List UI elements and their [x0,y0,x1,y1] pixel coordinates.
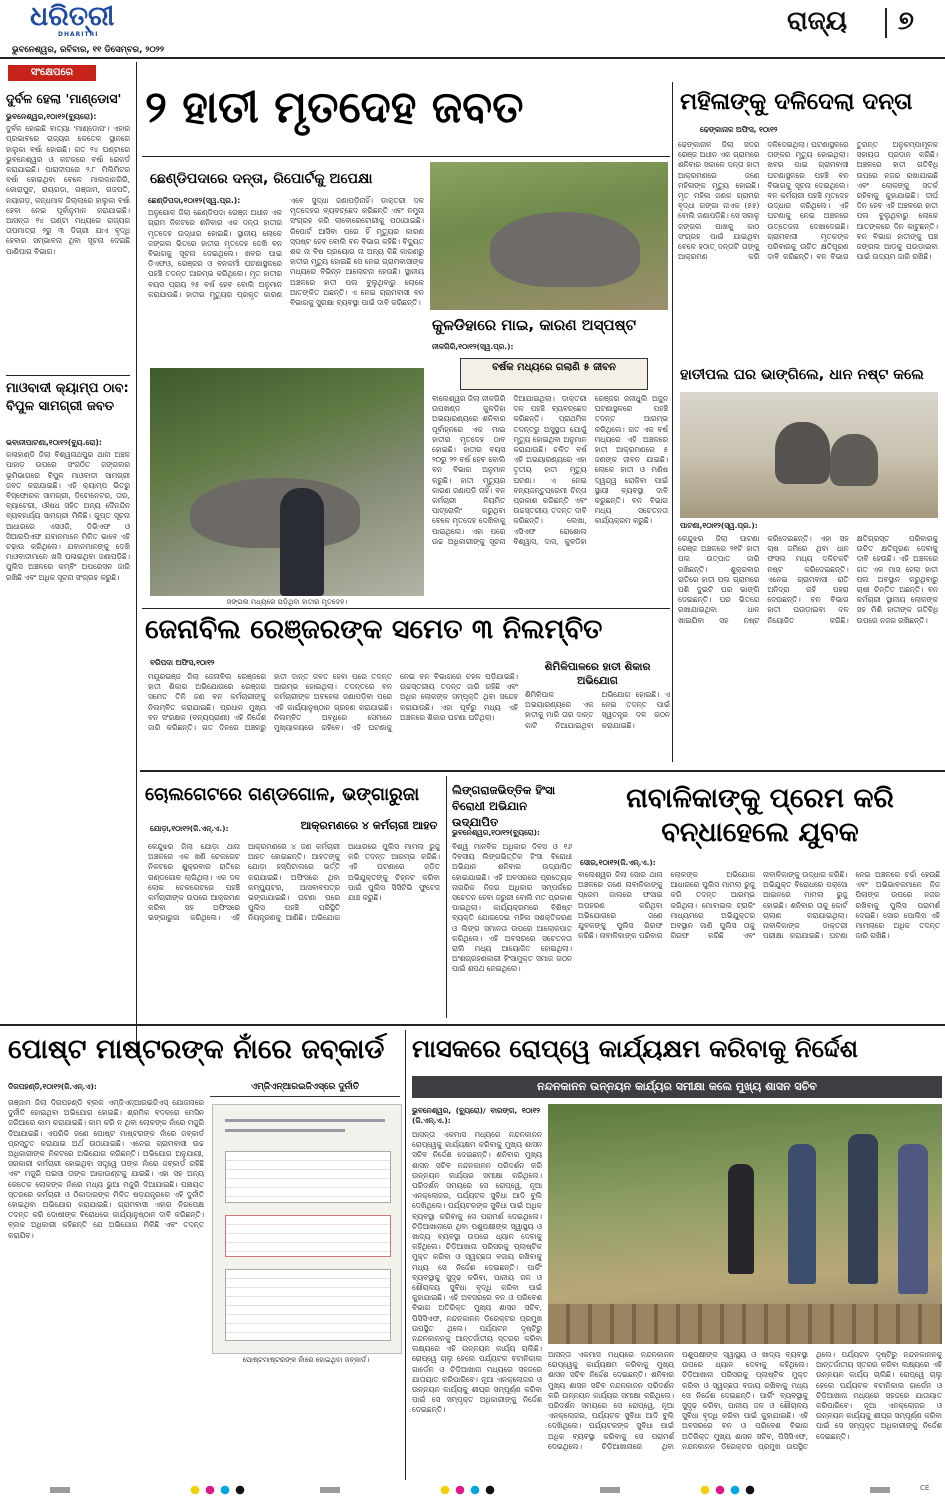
elephant-herd-photo [680,392,938,518]
lingaraj-dateline: ଭୁବନେଶ୍ୱର,୧୦ା୧୨(ବ୍ୟୁରୋ): [452,828,540,837]
colgate-vertical-rule [446,776,447,1018]
lead-headline-rule [142,156,670,157]
doc-table-2 [225,1215,391,1257]
official-figure-4 [898,1144,928,1294]
sidebar-story1-headline: ଦୁର୍ବଳ ହେଲା 'ମାଣ୍ଡୋସ' [6,91,122,106]
masthead-logo: ଧରିତ୍ରୀ [30,1,115,32]
footer-bar-2 [320,1487,340,1493]
suspend-box-text: ଶିମିଳିପାଳ ଅଭୟାରଣ୍ୟରେ ଏକ ହାତୀକୁ ମାରି ତାର ଦାନ୍ତ କାଟି ନିଆଯାଇଥିବା ଅଭିଯୋଗ ହୋଇଛି। ଏ ନେଇ ତଦନ୍ତ ପାଇଁ ସ୍ୱତନ୍ତ୍ର ଦଳ ଗଠନ କରାଯାଇଛି। [525,690,670,730]
lead-story2-subhead: କୁଳଡିହାରେ ମାଇ, କାରଣ ଅସ୍ପଷ୍ଟ [432,316,637,334]
elephant-standing-1 [775,422,830,484]
ropeway-headline: ମାସକରେ ରୋପ୍‌ୱେ କାର୍ଯ୍ୟକ୍ଷମ କରିବାକୁ ନିର୍ଦ୍ଦେଶ [412,1034,858,1063]
elephant-right-body [678,140,938,356]
lower-horizontal-rule [0,1024,945,1026]
sidebar-story2-body [6,438,130,1098]
doc-line-2 [225,1129,345,1132]
colgate-text: କେନ୍ଦୁଝର ଜିଲା ଯୋଡ଼ା ଥାନା ଅଞ୍ଚଳରେ ଏକ ଖଣି ଚେକଗେଟ ନିକଟରେ ଶୁକ୍ରବାର ରାତିରେ ଗଣ୍ଡଗୋଳ ଲାଗିଥିଲା। ଏକ ଦଳ ଲୋକ ଚେକଗେଟରେ ପହଞ୍ଚି କର୍ମଚାରୀଙ୍କ ଉପରେ ଆକ୍ରମଣ କରିବା ସହ ଅଫିସରେ ଭଙ୍ଗାରୁଜା କରିଥିଲେ। ଏହି ଆକ୍ରମଣରେ ୪ ଜଣ କର୍ମଚାରୀ ଆହତ ହୋଇଛନ୍ତି। ଆହତଙ୍କୁ ଯୋଡ଼ା ହସ୍ପିଟାଲରେ ଭର୍ତ୍ତି କରାଯାଇଛି। ଅଫିସରେ ଥିବା କମ୍ପ୍ୟୁଟର, ଆସବାବପତ୍ର ଭଙ୍ଗାଯାଇଛି। ଘଟଣା ପରେ ପୁଲିସ ପହଞ୍ଚି ପରିସ୍ଥିତି ନିୟନ୍ତ୍ରଣକୁ ଆଣିଛି। ଅଭିଯୋଗ ଆଧାରରେ ପୁଲିସ ମାମଲା ରୁଜୁ କରି ତଦନ୍ତ ଆରମ୍ଭ କରିଛି। ଏହି ଘଟଣାରେ ଜଡ଼ିତ ଅଭିଯୁକ୍ତଙ୍କୁ ଚିହ୍ନଟ କରିବା ପାଇଁ ପୁଲିସ ସିସିଟିଭି ଫୁଟେଜ ଯାଞ୍ଚ କରୁଛି। [148,842,440,923]
elephant-right-story2-body [678,534,938,764]
lead-headline: ୨ ହାତୀ ମୃତଦେହ ଜବତ [145,82,524,133]
ropeway-text-cont: ଆସନ୍ତା ଏକମାସ ମଧ୍ୟରେ ନନ୍ଦନକାନନ ରୋପ୍‌ୱେକୁ କାର୍ଯ୍ୟକ୍ଷମ କରିବାକୁ ମୁଖ୍ୟ ଶାସନ ସଚିବ ନିର୍ଦ୍ଦେଶ ଦେଇଛନ୍ତି। ଶନିବାର ମୁଖ୍ୟ ଶାସନ ସଚିବ ନନ୍ଦନକାନନ ପରିଦର୍ଶନ କରି ଉନ୍ନୟନ କାର୍ଯ୍ୟର ସମୀକ୍ଷା କରିଥିଲେ। ପରିଦର୍ଶନ ସମୟରେ ସେ ରୋପ୍‌ୱେ, ନୂଆ ଏନକ୍ଲୋଜର, ପର୍ଯ୍ୟଟକ ସୁବିଧା ଆଦି ବୁଲି ଦେଖିଥିଲେ। ପର୍ଯ୍ୟଟକଙ୍କ ସୁବିଧା ପାଇଁ ଅଧିକ ବ୍ୟବସ୍ଥା କରିବାକୁ ସେ ପରାମର୍ଶ ଦେଇଥିଲେ। ଚିଡ଼ିଆଖାନାରେ ଥିବା ପଶୁପକ୍ଷୀଙ୍କ ସ୍ୱାସ୍ଥ୍ୟ ଓ ଖାଦ୍ୟ ବ୍ୟବସ୍ଥା ଉପରେ ଧ୍ୟାନ ଦେବାକୁ କହିଥିଲେ। ଚିଡ଼ିଆଖାନା ପରିସରକୁ ପ୍ଲାଷ୍ଟିକ ମୁକ୍ତ କରିବା ଓ ସ୍ୱଚ୍ଛତା ବଜାୟ ରଖିବାକୁ ମଧ୍ୟ ସେ ନିର୍ଦ୍ଦେଶ ଦେଇଛନ୍ତି। ପାର୍କିଂ ବ୍ୟବସ୍ଥାକୁ ସୁଦୃଢ଼ କରିବା, ପାନୀୟ ଜଳ ଓ ଶୌଚାଳୟ ସୁବିଧା ବୃଦ୍ଧି କରିବା ପାଇଁ କୁହାଯାଇଛି। ଏହି ଅବସରରେ ବନ ଓ ପରିବେଶ ବିଭାଗ ଅତିରିକ୍ତ ମୁଖ୍ୟ ଶାସନ ସଚିବ, ପିସିସିଏଫ, ନନ୍ଦନକାନନ ଡିରେକ୍ଟର ପ୍ରମୁଖ ଉପସ୍ଥିତ ଥିଲେ। ପର୍ଯ୍ୟଟନ ଦୃଷ୍ଟିରୁ ନନ୍ଦନକାନନକୁ ଆନ୍ତର୍ଜାତୀୟ ସ୍ତରର କରିବା ଲକ୍ଷ୍ୟରେ ଏହି ଉନ୍ନୟନ କାର୍ଯ୍ୟ ଚାଲିଛି। ରୋପ୍‌ୱେ ଚାଲୁ ହେଲେ ପର୍ଯ୍ୟଟକ ବଟାନିକାଲ ଗାର୍ଡେନ ଓ ଚିଡ଼ିଆଖାନା ମଧ୍ୟରେ ସହଜରେ ଯାତାୟାତ କରିପାରିବେ। ନୂଆ ଏନକ୍ଲୋଜର ଓ ଉନ୍ନୟନ କାର୍ଯ୍ୟକୁ ଶୀଘ୍ର ସମ୍ପୂର୍ଣ୍ଣ କରିବା ପାଇଁ ସେ ସମ୍ପୃକ୍ତ ଅଧିକାରୀଙ୍କୁ ନିର୍ଦ୍ଦେଶ ଦେଇଛନ୍ତି। [548,1350,942,1451]
footer-bar-4 [870,1487,890,1493]
dateline-text: ଭୁବନେଶ୍ୱର, ରବିବାର, ୧୧ ଡିସେମ୍ବର, ୨୦୨୨ [12,45,165,55]
lead-box-body: ଲେଖା, ଏସିଏଫ ରୋଶୋଲ ବିଶ୍ୱାସ, ଦାସ, କୁଳଡିହା ରେଞ୍ଜର ଜନୀଧୁଲି ଅଜୁନ ଘଟଣାସ୍ଥଳରେ ପହଞ୍ଚି ତଦନ୍ତ ଆରମ୍ଭ କରିଥିଲେ। ଗତ ଏକ ବର୍ଷ ମଧ୍ୟରେ ଏହି ଅଞ୍ଚଳରେ ହାତୀ ଆକ୍ରମଣରେ ୫ ଜଣଙ୍କ ଜୀବନ ଯାଇଛି। ଲୋକେ ହାତୀ ଓ ମଣିଷ ଦ୍ୱନ୍ଦ୍ୱ ରୋକିବା ପାଇଁ ସ୍ଥାୟୀ ବ୍ୟବସ୍ଥା ଦାବି କରୁଛନ୍ତି। ବନ ବିଭାଗ ମଧ୍ୟ ସଚେତନତା କାର୍ଯ୍ୟକ୍ରମ କରୁଛି। [513,394,668,546]
post-dateline: ଦିଗପହଣ୍ଡି,୧୦ା୧୨(ଜି.ଏନ୍.ଏ): [8,1082,97,1091]
suspend-body [148,672,518,764]
footer-registration-marks-1 [190,1485,250,1495]
masthead-logo-sub: DHARITRI [58,31,99,38]
footer-strip [0,1482,945,1498]
sidebar-story1-text: ଦୁର୍ବଳ ହୋଇଛି ବାତ୍ୟା 'ମାଣ୍ଡୋସ'। ଏହାର ପ୍ରଭାବରେ ରାଜ୍ୟର କେତେକ ସ୍ଥାନରେ ହାଲୁକା ବର୍ଷା ହୋଇଛି। ଗତ ୨୪ ଘଣ୍ଟାରେ ଭୁବନେଶ୍ୱର ଓ କଟକରେ ବର୍ଷା ରେକର୍ଡ କରାଯାଇଛି। ପାରାଦୀପରେ ୨.୮ ମିଲିମିଟର ବର୍ଷା ହୋଇଥିବା ବେଳେ ମାଲକାନଗିରି, କୋରାପୁଟ, ରାୟଗଡ଼ା, ଗଞ୍ଜାମ, ଗଜପତି, ନୟାଗଡ଼, କନ୍ଧମାଳ ଜିଲ୍ଲାରେ ହାଲୁକା ବର୍ଷା ହେବା ନେଇ ପୂର୍ବାନୁମାନ କରାଯାଇଛି। ଆସନ୍ତା ୨୪ ଘଣ୍ଟା ମଧ୍ୟରେ ରାଜ୍ୟର ତାପମାତ୍ରା ୨ରୁ ୩ ଡିଗ୍ରୀ ଯାଏ ବୃଦ୍ଧି ହେବାର ସମ୍ଭାବନା ଥିବା ସୂଚନା ଦେଇଛି ପାଣିପାଗ ବିଭାଗ। [6,124,130,256]
sidebar-story2-dateline: ଭବାନୀପାଟଣା,୧୦ା୧୨(ବ୍ୟୁ.ରୋ): [6,438,102,447]
ropeway-body-col1 [412,1130,542,1480]
lead-story1-dateline: ଛେଣ୍ଡିପଦା,୧୦ା୧୨(ସ୍ୱ.ପ୍ର.): [148,196,241,205]
footer-bar-3 [600,1487,620,1493]
lingaraj-headline: ଲିଙ୍ଗରାଜଭିତ୍ତିକ ହିଂସା ବିରୋଧୀ ଅଭିଯାନ ଉଦ୍ଯାପିତ [452,783,556,829]
lead-story2-dateline: ନୀଳଗିରି,୧୦ା୧୨(ସ୍ୱ.ପ୍ର.): [432,342,514,351]
colgate-body [148,842,440,1018]
footer-bar-1 [50,1487,70,1493]
ropeway-subhead-bar [412,1076,942,1098]
nabalika-body [578,870,940,1018]
official-figure-1 [728,1164,754,1274]
lead-vertical-rule [672,82,673,762]
post-headline: ପୋଷ୍ଟ ମାଷ୍ଟରଙ୍କ ନାଁରେ ଜବ୍‌କାର୍ଡ [8,1034,385,1065]
doc-line-1 [225,1119,385,1122]
official-figure-3 [848,1134,878,1284]
nabalika-dateline: ସୋର,୧୦ା୧୨(ଜି.ଏନ୍.ଏ.): [580,858,656,867]
lingaraj-text: ବିଶ୍ୱ ମାନବିକ ଅଧିକାର ଦିବସ ଓ ୧୬ ଦିବସୀୟ ଲିଙ୍ଗଭିତ୍ତିକ ହିଂସା ବିରୋଧୀ ଅଭିଯାନ ଶନିବାର ଉଦ୍ଯାପିତ ହୋଇଯାଇଛି। ଏହି ଅବସରରେ ପ୍ରତ୍ୟେକ ନାଗରିକ ନିଜର ଅଧିକାର ସମ୍ପର୍କରେ ସଚେତନ ହେବା ଜରୁରୀ ବୋଲି ମତ ପ୍ରକାଶ ପାଇଥିଲା। କାର୍ଯ୍ୟକ୍ରମରେ ବିଶିଷ୍ଟ ବ୍ୟକ୍ତି ଯୋଗଦେଇ ମହିଳା ସଶକ୍ତିକରଣ ଓ ଲିଙ୍ଗ ସମାନତା ଉପରେ ଆଲୋକପାତ କରିଥିଲେ। ଏହି ଅବସରରେ ସଚେତନତା ରାଲି ମଧ୍ୟ ଆୟୋଜିତ ହୋଇଥିଲା। ଅଂଶଗ୍ରହଣକାରୀ ହିଂସାମୁକ୍ତ ସମାଜ ଗଠନ ପାଇଁ ଶପଥ ନେଇଥିଲେ। [452,842,572,974]
post-vertical-rule [405,1030,406,1480]
colgate-box-headline: ଆକ୍ରମଣରେ ୪ କର୍ମଚାରୀ ଆହତ [300,819,438,832]
dateline-bar [0,44,945,58]
elephant-body-shape [190,478,360,548]
post-document-image [212,1104,402,1354]
mid-horizontal-rule [140,770,945,772]
post-tag: ଏମ୍‌ଜିଏନ୍‌ଆରଇଜିଏସ୍‌ରେ ଦୁର୍ନୀତି [210,1080,400,1097]
suspend-box-body [525,690,670,762]
lingaraj-body [452,842,572,1018]
lead-story1-text: ଅନୁଗୋଳ ଜିଲା ଛେଣ୍ଡିପଦା ରେଞ୍ଜ ଅଧୀନ ଏକ ଗ୍ରାମ ନିକଟରେ ଶନିବାର ଏକ ଦନ୍ତା ହାତୀର ମୃତଦେହ ଉଦ୍ଧାର ହୋଇଛି। ସ୍ଥାନୀୟ ଲୋକେ ଜଙ୍ଗଲ ଭିତରେ ହାତୀର ମୃତଦେହ ଦେଖି ବନ ବିଭାଗକୁ ସୂଚନା ଦେଇଥିଲେ। ଖବର ପାଇ ଡିଏଫଓ, ରେଞ୍ଜର ଓ ବନକର୍ମୀ ଘଟଣାସ୍ଥଳରେ ପହଞ୍ଚି ତଦନ୍ତ ଆରମ୍ଭ କରିଥିଲେ। ମୃତ ହାତୀର ବୟସ ପ୍ରାୟ ୨୫ ବର୍ଷ ହେବ ବୋଲି ଅନୁମାନ କରାଯାଉଛି। ହାତୀର ମୃତ୍ୟୁର ପ୍ରକୃତ କାରଣ ଏବେ ସୁଦ୍ଧା ଜଣାପଡ଼ିନାହିଁ। ଡାକ୍ତରୀ ଦଳ ମୃତଦେହର ବ୍ୟବଚ୍ଛେଦ କରିଛନ୍ତି ଏବଂ ନମୁନା ସଂଗ୍ରହ କରି ଲାବୋରେଟୋରୀକୁ ପଠାଯାଇଛି। ରିପୋର୍ଟ ଆସିବା ପରେ ହିଁ ମୃତ୍ୟୁର କାରଣ ସ୍ପଷ୍ଟ ହେବ ବୋଲି ବନ ବିଭାଗ କହିଛି। ବିଦ୍ୟୁତ ଶକ ନା ବିଷ ପ୍ରୟୋଗ ନା ଅନ୍ୟ କିଛି କାରଣରୁ ହାତୀର ମୃତ୍ୟୁ ହୋଇଛି ସେ ନେଇ ଗ୍ରାମବାସୀଙ୍କ ମଧ୍ୟରେ ବିଭିନ୍ନ ଆଲୋଚନା ହେଉଛି। ସ୍ଥାନୀୟ ଅଞ୍ଚଳରେ ହାତୀ ପଲ ବୁଲୁଥିବାରୁ ଲୋକେ ଆତଙ୍କିତ ଅଛନ୍ତି। ଏ ନେଇ ଗ୍ରାମବାସୀ ବନ ବିଭାଗକୁ ସୁରକ୍ଷା ବ୍ୟବସ୍ଥା ପାଇଁ ଦାବି କରିଛନ୍ତି। [148,196,424,308]
colgate-headline: ଚୋଲଗେଟରେ ଗଣ୍ଡଗୋଳ, ଭଙ୍ଗାରୁଜା [145,784,420,805]
footer-code: CE [920,1484,930,1492]
lead-story2-body [432,394,668,604]
elephant-lying-shape [490,212,640,287]
lead-box [460,358,648,390]
footer-registration-marks-2 [440,1485,500,1495]
dateline-underline [0,57,945,59]
lead-story1-subhead: ଛେଣ୍ଡିପଦାରେ ଦନ୍ତା, ରିପୋର୍ଟକୁ ଅପେକ୍ଷା [150,171,373,187]
ropeway-subhead: ନନ୍ଦନକାନନ ଉନ୍ନୟନ କାର୍ଯ୍ୟର ସମୀକ୍ଷା କଲେ ମୁଖ୍ୟ ଶାସନ ସଚିବ [537,1080,817,1093]
masthead [0,0,945,46]
lead-photo-elephant-carcass [150,368,424,596]
doc-table-1 [225,1151,391,1203]
elephant-standing-2 [830,434,878,486]
masthead-section: ରାଜ୍ୟ [787,6,848,36]
person-figure [280,488,324,596]
elephant-right-story2-headline: ହାତୀପଲ ଘର ଭାଙ୍ଗିଲେ, ଧାନ ନଷ୍ଟ କଲେ [680,367,924,383]
nabalika-headline: ନାବାଳିକାଙ୍କୁ ପ୍ରେମ କରି ବନ୍ଧାହେଲେ ଯୁବକ [626,783,894,848]
official-figure-2 [788,1144,816,1284]
masthead-divider [885,8,887,38]
doc-table-3 [225,1269,391,1341]
elephant-right-headline: ମହିଳାଙ୍କୁ ଦଳିଦେଲା ଦନ୍ତା [680,89,913,115]
lead-story2-text: ବାଲେଶ୍ୱର ଜିଲା ନୀଳଗିରି ଉପଖଣ୍ଡ କୁଳଡିହା ଅଭୟାରଣ୍ୟରେ ଶନିବାର ପୂର୍ବାହ୍ନରେ ଏକ ମାଇ ହାତୀର ମୃତଦେହ ଠାବ ହୋଇଛି। ହାତୀର ବୟସ ୨୦ରୁ ୨୨ ବର୍ଷ ହେବ ବୋଲି ବନ ବିଭାଗ ଅନୁମାନ କରୁଛି। ହାତୀ ମୃତ୍ୟୁର କାରଣ ଜଣାପଡ଼ି ନାହିଁ। ବନ କର୍ମଚାରୀ ନିୟମିତ ପାଟ୍ରୋଲିଂ କରୁଥିବା ବେଳେ ମୃତଦେହ ଦେଖିବାକୁ ପାଇଥିଲେ। ଏହା ପରେ ଉଚ୍ଚ ଅଧିକାରୀଙ୍କୁ ସୂଚନା ଦିଆଯାଇଥିଲା। ଡାକ୍ତରୀ ଦଳ ପହଞ୍ଚି ବ୍ୟବଚ୍ଛେଦ କରିଛନ୍ତି। ପ୍ରାଥମିକ ତଦନ୍ତରୁ ଅସୁସ୍ଥତା ଯୋଗୁଁ ମୃତ୍ୟୁ ହୋଇଥିବା ଅନୁମାନ କରାଯାଉଛି। ଚଳିତ ବର୍ଷ ଏହି ଅଭୟାରଣ୍ୟରେ ଏହା ତୃତୀୟ ହାତୀ ମୃତ୍ୟୁ ଘଟଣା। ଏ ନେଇ ବନ୍ୟଜନ୍ତୁପ୍ରେମୀ ଚିନ୍ତା ପ୍ରକାଶ କରିଛନ୍ତି ଏବଂ ଉଚ୍ଚସ୍ତରୀୟ ତଦନ୍ତ ଦାବି କରିଛନ୍ତି। [432,394,587,546]
footer-registration-marks-3 [700,1485,760,1495]
sidebar-story1-body [6,112,130,370]
sidebar-vertical-rule [136,62,137,1052]
fence-shape [548,1304,942,1344]
elephant-right-story2-text: କେନ୍ଦୁଝର ଜିଲା ପାଟଣା ରେଞ୍ଜ ଅଞ୍ଚଳରେ ୨୧ଟି ହାତୀ ପଲ ଉତ୍ପାତ ଜାରି ରଖିଛନ୍ତି। ଶୁକ୍ରବାର ରାତିରେ ହାତୀ ପଲ ଗ୍ରାମରେ ପଶି ଦୁଇଟି ଘର ଭାଙ୍ଗି ଦେଇଛନ୍ତି। ଘର ଭିତରେ ରଖାଯାଇଥିବା ଧାନ ଖାଇଯିବା ସହ ନଷ୍ଟ କରିଦେଇଛନ୍ତି। ଏହା ସହ ଚାଷ ଜମିରେ ଥିବା ଧାନ ଫସଲ ମଧ୍ୟ ଦଳିଚକଟି ନଷ୍ଟ କରିଦେଇଛନ୍ତି। ଏନେଇ ଗ୍ରାମବାସୀ ରାତି ଅନିଦ୍ରା ରହି ପହରା ଦେଉଛନ୍ତି। ବନ ବିଭାଗ ହାତୀ ଘଉଡ଼ାଇବା ଦଳ ନିୟୋଜିତ କରିଛି। କ୍ଷତିଗ୍ରସ୍ତ ପରିବାରକୁ ଉଚିତ କ୍ଷତିପୂରଣ ଦେବାକୁ ଦାବି ହେଉଛି। ଏହି ଅଞ୍ଚଳରେ ଗତ ଏକ ମାସ ହେଲା ହାତୀ ପଲ ଅବସ୍ଥାନ କରୁଥିବାରୁ ଚାଷୀ ଚିନ୍ତିତ ଅଛନ୍ତି। ବନ କର୍ମଚାରୀ ସ୍ଥାନୀୟ ଲୋକଙ୍କ ସହ ମିଶି ହାତୀଙ୍କ ଗତିବିଧି ଉପରେ ନଜର ରଖିଛନ୍ତି। [678,534,938,625]
ropeway-dateline: ଭୁବନେଶ୍ୱର, (ବ୍ୟୁରୋ)/ ବାରଙ୍ଗ, ୧୦ା୧୨ (ଜି.ଏନ୍.ଏ.): [412,1106,540,1126]
ropeway-text: ଆସନ୍ତା ଏକମାସ ମଧ୍ୟରେ ନନ୍ଦନକାନନ ରୋପ୍‌ୱେକୁ କାର୍ଯ୍ୟକ୍ଷମ କରିବାକୁ ମୁଖ୍ୟ ଶାସନ ସଚିବ ନିର୍ଦ୍ଦେଶ ଦେଇଛନ୍ତି। ଶନିବାର ମୁଖ୍ୟ ଶାସନ ସଚିବ ନନ୍ଦନକାନନ ପରିଦର୍ଶନ କରି ଉନ୍ନୟନ କାର୍ଯ୍ୟର ସମୀକ୍ଷା କରିଥିଲେ। ପରିଦର୍ଶନ ସମୟରେ ସେ ରୋପ୍‌ୱେ, ନୂଆ ଏନକ୍ଲୋଜର, ପର୍ଯ୍ୟଟକ ସୁବିଧା ଆଦି ବୁଲି ଦେଖିଥିଲେ। ପର୍ଯ୍ୟଟକଙ୍କ ସୁବିଧା ପାଇଁ ଅଧିକ ବ୍ୟବସ୍ଥା କରିବାକୁ ସେ ପରାମର୍ଶ ଦେଇଥିଲେ। ଚିଡ଼ିଆଖାନାରେ ଥିବା ପଶୁପକ୍ଷୀଙ୍କ ସ୍ୱାସ୍ଥ୍ୟ ଓ ଖାଦ୍ୟ ବ୍ୟବସ୍ଥା ଉପରେ ଧ୍ୟାନ ଦେବାକୁ କହିଥିଲେ। ଚିଡ଼ିଆଖାନା ପରିସରକୁ ପ୍ଲାଷ୍ଟିକ ମୁକ୍ତ କରିବା ଓ ସ୍ୱଚ୍ଛତା ବଜାୟ ରଖିବାକୁ ମଧ୍ୟ ସେ ନିର୍ଦ୍ଦେଶ ଦେଇଛନ୍ତି। ପାର୍କିଂ ବ୍ୟବସ୍ଥାକୁ ସୁଦୃଢ଼ କରିବା, ପାନୀୟ ଜଳ ଓ ଶୌଚାଳୟ ସୁବିଧା ବୃଦ୍ଧି କରିବା ପାଇଁ କୁହାଯାଇଛି। ଏହି ଅବସରରେ ବନ ଓ ପରିବେଶ ବିଭାଗ ଅତିରିକ୍ତ ମୁଖ୍ୟ ଶାସନ ସଚିବ, ପିସିସିଏଫ, ନନ୍ଦନକାନନ ଡିରେକ୍ଟର ପ୍ରମୁଖ ଉପସ୍ଥିତ ଥିଲେ। ପର୍ଯ୍ୟଟନ ଦୃଷ୍ଟିରୁ ନନ୍ଦନକାନନକୁ ଆନ୍ତର୍ଜାତୀୟ ସ୍ତରର କରିବା ଲକ୍ଷ୍ୟରେ ଏହି ଉନ୍ନୟନ କାର୍ଯ୍ୟ ଚାଲିଛି। ରୋପ୍‌ୱେ ଚାଲୁ ହେଲେ ପର୍ଯ୍ୟଟକ ବଟାନିକାଲ ଗାର୍ଡେନ ଓ ଚିଡ଼ିଆଖାନା ମଧ୍ୟରେ ସହଜରେ ଯାତାୟାତ କରିପାରିବେ। ନୂଆ ଏନକ୍ଲୋଜର ଓ ଉନ୍ନୟନ କାର୍ଯ୍ୟକୁ ଶୀଘ୍ର ସମ୍ପୂର୍ଣ୍ଣ କରିବା ପାଇଁ ସେ ସମ୍ପୃକ୍ତ ଅଧିକାରୀଙ୍କୁ ନିର୍ଦ୍ଦେଶ ଦେଇଛନ୍ତି। [412,1130,542,1415]
elephant-right-story2-dateline: ପାଟଣା,୧୦ା୧୨(ସ୍ୱ.ପ୍ର.): [680,521,758,530]
sidebar-story1-dateline: ଭୁବନେଶ୍ୱର,୧୦ା୧୨(ବ୍ୟୁରୋ): [6,112,97,121]
ropeway-photo [548,1104,942,1344]
suspend-headline: ଜେନାବିଲ ରେଞ୍ଜରଙ୍କ ସମେତ ୩ ନିଲମ୍ବିତ [145,614,603,645]
nabalika-text: ବାଲେଶ୍ୱର ଜିଲା ସୋର ଥାନା ଅଞ୍ଚଳରେ ଜଣେ ନାବାଳିକାଙ୍କୁ ପ୍ରେମ ଜାଲରେ ଫସାଇ ଅପହରଣ କରିଥିବା ଅଭିଯୋଗରେ ଜଣେ ଯୁବକଙ୍କୁ ପୁଲିସ ଗିରଫ କରିଛି। ନାବାଳିକାଙ୍କ ପରିବାର ଲୋକଙ୍କ ଅଭିଯୋଗ ଆଧାରରେ ପୁଲିସ ମାମଲା ରୁଜୁ କରି ତଦନ୍ତ ଆରମ୍ଭ କରିଥିଲା। ମୋବାଇଲ ଟ୍ରାକିଂ ମାଧ୍ୟମରେ ଅଭିଯୁକ୍ତର ଅବସ୍ଥାନ ଜାଣି ପୁଲିସ ତାକୁ ଗିରଫ କରିଛି ଏବଂ ନାବାଳିକାଙ୍କୁ ଉଦ୍ଧାର କରିଛି। ଅଭିଯୁକ୍ତ ବିରୋଧରେ ପକ୍ସୋ ଆଇନରେ ମାମଲା ରୁଜୁ ହୋଇଛି। ଶନିବାର ତାକୁ କୋର୍ଟ ଚାଲାଣ କରାଯାଇଥିଲା। ନାବାଳିକାଙ୍କ ଡାକ୍ତରୀ ପରୀକ୍ଷା କରାଯାଇଛି। ଘଟଣା ନେଇ ଅଞ୍ଚଳରେ ଚର୍ଚ୍ଚା ହେଉଛି ଏବଂ ଅଭିଭାବକମାନେ ନିଜ ପିଲାଙ୍କ ଉପରେ ନଜର ରଖିବାକୁ ପୁଲିସ ପରାମର୍ଶ ଦେଇଛି। ସୋର ପୋଲିସ ଏହି ମାମଲାରେ ଅଧିକ ତଦନ୍ତ ଜାରି ରଖିଛି। [578,870,940,941]
sidebar-label: ସଂକ୍ଷେପରେ [8,65,96,81]
colgate-dateline: ଯୋଡ଼ା,୧୦ା୧୨(ଜି.ଏନ୍.ଏ.): [150,824,229,833]
sidebar-story2-headline: ମାଓବାଦୀ କ୍ୟାମ୍ପ ଠାବ: ବିପୁଳ ସାମଗ୍ରୀ ଜବତ [6,381,129,414]
suspend-top-rule [142,608,670,609]
post-text: ଗଞ୍ଜାମ ଜିଲା ଦିଗପହଣ୍ଡି ବ୍ଲକ ଏମ୍‌ଜିଏନ୍‌ଆରଇଜିଏସ୍ ଯୋଜନାରେ ଦୁର୍ନୀତି ହୋଇଥିବା ଅଭିଯୋଗ ହୋଇଛି। ଶ୍ରମିକ ବଦଳରେ ମେସିନ ଜରିଆରେ କାମ କରାଯାଇଛି। କାମ କରି ନ ଥିବା ଲୋକଙ୍କ ନାଁରେ ମଜୁରି ଦିଆଯାଇଛି। ଏପରିକି ଜଣେ ପୋଷ୍ଟ ମାଷ୍ଟରଙ୍କ ନାଁରେ ଜବ୍‌କାର୍ଡ ପ୍ରସ୍ତୁତ କରାଯାଇ ଅର୍ଥ ଉଠାଯାଇଛି। ଏନେଇ ଗ୍ରାମବାସୀ ଉଚ୍ଚ ଅଧିକାରୀଙ୍କ ନିକଟରେ ଅଭିଯୋଗ କରିଛନ୍ତି। ଅଭିଯୋଗ ଅନୁଯାୟୀ, ସରକାରୀ କର୍ମଚାରୀ ହୋଇଥିବା ସତ୍ତ୍ୱେ ତାଙ୍କ ନାଁରେ ଜବ୍‌କାର୍ଡ ରହିଛି ଏବଂ ମଜୁରି ପଇସା ତାଙ୍କ ଆକାଉଣ୍ଟକୁ ଯାଇଛି। ଏହା ସହ ଅନ୍ୟ କେତେକ ଲୋକଙ୍କ ନାଁରେ ମଧ୍ୟ ଭୁଆ ମଜୁରି ଦିଆଯାଇଛି। ପଞ୍ଚାୟତ ସ୍ତରରେ କର୍ମଚାରୀ ଓ ଠିକାଦାରଙ୍କ ମିଳିତ ଷଡ଼ଯନ୍ତ୍ରରେ ଏହି ଦୁର୍ନୀତି ହୋଇଥିବା ଅଭିଯୋଗ କରାଯାଇଛି। ଗ୍ରାମବାସୀ ଏହାର ନିରପେକ୍ଷ ତଦନ୍ତ କରି ଦୋଷୀଙ୍କ ବିରୋଧରେ କାର୍ଯ୍ୟାନୁଷ୍ଠାନ ଦାବି କରିଛନ୍ତି। ବ୍ଲକ ଅଧିକାରୀ କହିଛନ୍ତି ଯେ ଅଭିଯୋଗ ମିଳିଛି ଏବଂ ତଦନ୍ତ କରାଯିବ। [8,1098,204,1240]
elephant-right-dateline: ଢେଙ୍କାନାଳ ଅଫିସ, ୧୦ା୧୨ [700,125,778,134]
masthead-page-number: ୭ [898,6,914,36]
sidebar-divider [6,375,130,376]
lead-photo-elephant-forest [430,162,668,310]
sidebar-story2-text: କଳାହାଣ୍ଡି ଜିଲା ବିଶ୍ୱନାଥପୁର ଥାନା ଅଞ୍ଚଳ ପାହାଡ଼ ଉପରେ ସଂଗଠିତ ଜଙ୍ଗଲର ଭୂମିଭାଗରେ ବିପୁଳ ମାଓବାଦୀ ସାମଗ୍ରୀ ଜବତ କରାଯାଇଛି। ଏହି କ୍ୟାମ୍ପ ଭିତରୁ ବିସ୍ଫୋରକ ସାମଗ୍ରୀ, ଡିଟୋନେଟର, ତାର, ବ୍ୟାଟେରୀ, ଔଷଧ ସହିତ ଅନ୍ୟ ଦୈନନ୍ଦିନ ବ୍ୟବହାର୍ଯ୍ୟ ସାମଗ୍ରୀ ମିଳିଛି। ଗୁପ୍ତ ସୂଚନା ଆଧାରରେ ଏସଓଜି, ଡିଭିଏଫ ଓ ସିଆରପିଏଫ ଯବାନମାନେ ମିଳିତ ଭାବେ ଏହି ଚଢ଼ାଉ କରିଥିଲେ। ଯବାନମାନଙ୍କୁ ଦେଖି ମାଓବାଦୀମାନେ ଖସି ପଳାଇଥିବା ଜଣାପଡ଼ିଛି। ପୁଲିସ ଅଞ୍ଚଳରେ କମ୍ବିଂ ଅପରେସନ ଜାରି ରଖିଛି ଏବଂ ଅଧିକ ସୂଚନା ସଂଗ୍ରହ କରୁଛି। [6,450,130,582]
ropeway-body-lower [548,1350,942,1480]
suspend-dateline: ବରିପଦା ଅଫିସ,୧୦ା୧୨ [150,658,215,667]
lead-box-headline: ବର୍ଷକ ମଧ୍ୟରେ ଗଲାଣି ୫ ଜୀବନ [492,362,616,373]
suspend-box-headline: ଶିମିଳିପାଳରେ ହାତୀ ଶିକାର ଅଭିଯୋଗ [544,661,651,687]
post-body [8,1098,204,1480]
lead-photo1-caption: ଜଙ୍ଗଲ ମଧ୍ୟରେ ପଡ଼ିଥିବା ହାତୀର ମୃତଦେହ। [226,598,348,606]
post-doc-caption: ପୋଷ୍ଟମାଷ୍ଟରଙ୍କ ନାଁରେ ହୋଇଥିବା ଜବ୍‌କାର୍ଡ। [242,1356,370,1364]
elephant-right-text: ଢେଙ୍କାନାଳ ଜିଲା ସଦର ରେଞ୍ଜ ଅଧୀନ ଏକ ଗ୍ରାମରେ ଶନିବାର ସକାଳେ ଦନ୍ତା ହାତୀ ଆକ୍ରମଣରେ ଜଣେ ମହିଳାଙ୍କ ମୃତ୍ୟୁ ହୋଇଛି। ମୃତ ମହିଳା ଜଣକ ଗ୍ରାମର ବୃଦ୍ଧା ଗଙ୍ଗା ନାଏକ (୫୫) ବୋଲି ଜଣାପଡ଼ିଛି। ସେ ସକାଳୁ ଜଙ୍ଗଲ ପାଖକୁ କାଠ ସଂଗ୍ରହ ପାଇଁ ଯାଇଥିବା ବେଳେ ହଠାତ୍ ଦନ୍ତାଟି ତାଙ୍କୁ ଆକ୍ରମଣ କରି ଦଳିଦେଇଥିଲା। ଘଟଣାସ୍ଥଳରେ ତାଙ୍କର ମୃତ୍ୟୁ ହୋଇଥିଲା। ଖବର ପାଇ ଗ୍ରାମବାସୀ ଘଟଣାସ୍ଥଳରେ ପହଞ୍ଚି ବନ ବିଭାଗକୁ ସୂଚନା ଦେଇଥିଲେ। ବନ କର୍ମଚାରୀ ପହଞ୍ଚି ମୃତଦେହ ଉଦ୍ଧାର କରିଥିଲେ। ଏହି ଘଟଣାକୁ ନେଇ ଅଞ୍ଚଳରେ ଉତ୍ତେଜନା ଦେଖାଦେଇଛି। ଗ୍ରାମବାସୀ ମୃତକଙ୍କ ପରିବାରକୁ ଉଚିତ କ୍ଷତିପୂରଣ ଦାବି କରିଛନ୍ତି। ବନ ବିଭାଗ ତୁରନ୍ତ ଅନୁକମ୍ପାମୂଳକ ସହାୟତା ପ୍ରଦାନ କରିଛି। ଅଞ୍ଚଳରେ ହାତୀ ଗତିବିଧି ଉପରେ ନଜର ରଖାଯାଇଛି ଏବଂ ଲୋକଙ୍କୁ ସତର୍କ ରହିବାକୁ କୁହାଯାଇଛି। ଦୀର୍ଘ ଦିନ ହେବ ଏହି ଅଞ୍ଚଳରେ ହାତୀ ପଲ ବୁଲୁଥିବାରୁ ଲୋକେ ଆତଙ୍କରେ ଦିନ କାଟୁଛନ୍ତି। ବନ ବିଭାଗ ହାତୀଙ୍କୁ ଘଞ୍ଚ ଜଙ୍ଗଲ ଆଡ଼କୁ ଘଉଡ଼ାଇବା ପାଇଁ ଉଦ୍ୟମ ଜାରି ରଖିଛି। [678,140,938,262]
suspend-text: ମୟୂରଭଞ୍ଜ ଜିଲା ଜେନାବିଲ ରେଞ୍ଜରେ ହାତୀ ଶିକାର ଅଭିଯୋଗରେ ରେଞ୍ଜର ସମେତ ତିନି ଜଣ ବନ କର୍ମଚାରୀଙ୍କୁ ନିଲମ୍ବିତ କରାଯାଇଛି। ପ୍ରଧାନ ମୁଖ୍ୟ ବନ ସଂରକ୍ଷକ (ବନ୍ୟପ୍ରାଣୀ) ଏହି ନିର୍ଦ୍ଦେଶ ଜାରି କରିଛନ୍ତି। ଗତ ଦିନରେ ଅଞ୍ଚଳରୁ ହାତୀ ଦାନ୍ତ ଜବତ ହେବା ପରେ ତଦନ୍ତ ଆରମ୍ଭ ହୋଇଥିଲା। ତଦନ୍ତରେ ବନ କର୍ମଚାରୀଙ୍କ ଅବହେଳା ଜଣାପଡ଼ିବା ପରେ ଏହି କାର୍ଯ୍ୟାନୁଷ୍ଠାନ ଗ୍ରହଣ କରାଯାଇଛି। ନିଲମ୍ବିତ ଅବଧିରେ ସେମାନେ ମୁଖ୍ୟାଳୟରେ ରହିବେ। ଏହି ଘଟଣାକୁ ନେଇ ବନ ବିଭାଗରେ ଚହଳ ପଡ଼ିଯାଇଛି। ଉଚ୍ଚସ୍ତରୀୟ ତଦନ୍ତ ଜାରି ରହିଛି ଏବଂ ଅଧିକ ଲୋକଙ୍କ ସମ୍ପୃକ୍ତି ଥିବା ସନ୍ଦେହ କରାଯାଉଛି। ଏହା ପୂର୍ବରୁ ମଧ୍ୟ ଏହି ଅଞ୍ଚଳରେ ଶିକାର ଘଟଣା ଘଟିଥିଲା। [148,672,518,733]
lead-story1-body [148,196,424,364]
